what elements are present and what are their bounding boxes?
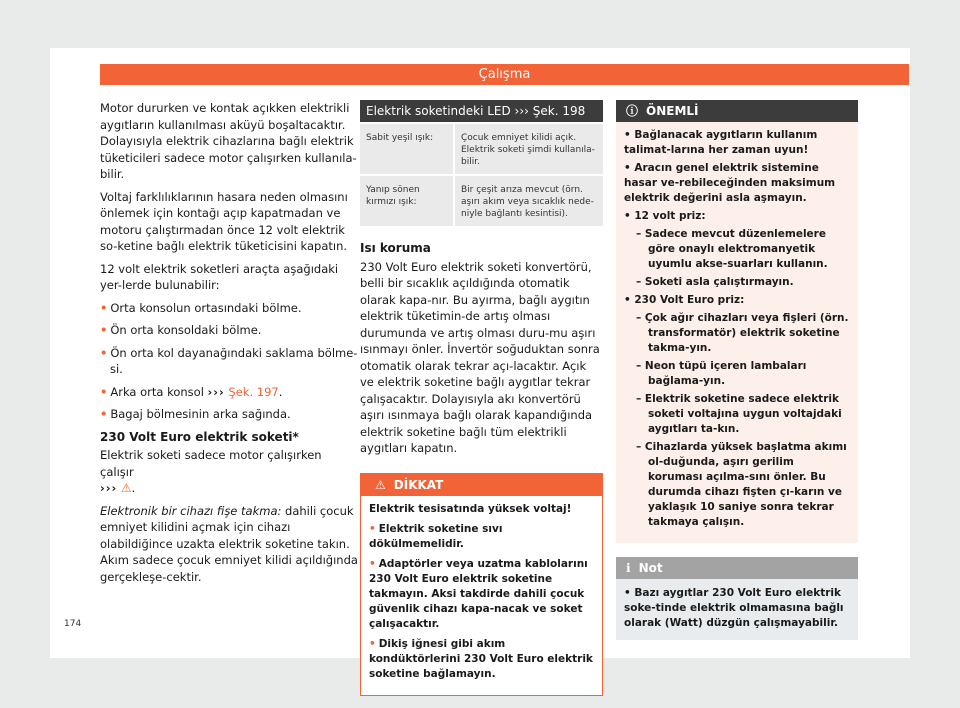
manual-page xyxy=(50,48,910,680)
sub-item: – Sadece mevcut düzenlemelere göre onaylı elektromanyetik uyumlu akse-suarları kullanın. xyxy=(636,228,828,270)
figure-link[interactable]: Şek. 197 xyxy=(228,384,279,399)
paragraph-1: Motor dururken ve kontak açıkken elektrikli aygıtların kullanılması aküyü boşaltacaktır. Dolayısıyla elektrik cihazlarına bağlı elektrik tüketicileri sadece motor çalışırken kullanıla-bilir. xyxy=(100,101,357,181)
section-heading: 230 Volt Euro elektrik soketi* xyxy=(100,429,299,444)
list-item: • 230 Volt Euro priz: xyxy=(624,294,745,306)
list-item: • Orta konsolun ortasındaki bölme. xyxy=(100,300,302,315)
list-item: • Bağlanacak aygıtların kullanım talimat-larına her zaman uyun! xyxy=(624,129,818,156)
heat-protection-section xyxy=(360,240,603,457)
table-row: Yanıp sönen kırmızı ışık: Bir çeşit arıza mevcut (örn. aşırı akım veya sıcaklık nede-niyle bağlantı kesintisi). xyxy=(360,174,603,226)
exclamation-circle-icon: ⓘ xyxy=(626,104,639,118)
sub-item: – Soketi asla çalıştırmayın. xyxy=(636,276,794,288)
list-item: • Ön orta kol dayanağındaki saklama bölme-si. xyxy=(100,345,358,376)
list-item: • Aracın genel elektrik sistemine hasar ve-rebileceğinden maksimum elektrik değerini asla aşmayın. xyxy=(624,162,836,204)
note-text: • Bazı aygıtlar 230 Volt Euro elektrik soke-tinde elektrik olmamasına bağlı olarak (Watt) düzgün çalışmayabilir. xyxy=(624,587,844,629)
list-item: • Adaptörler veya uzatma kablolarını 230 Volt Euro elektrik soketine takmayın. Aksi takdirde dahili çocuk güvenlik cihazı kapa-nacak ve soket çalışacaktır. xyxy=(369,557,588,630)
important-header: ⓘ ÖNEMLİ xyxy=(616,100,858,122)
sub-item: – Çok ağır cihazları veya fişleri (örn. transformatör) elektrik soketine takma-yın. xyxy=(636,312,849,354)
sub-item: – Elektrik soketine sadece elektrik soketi voltajına uygun voltajdaki aygıtları ta-kın. xyxy=(636,393,842,435)
section-title: Çalışma xyxy=(100,64,909,85)
right-column xyxy=(616,100,858,640)
caution-lead: Elektrik tesisatında yüksek voltaj! xyxy=(369,502,572,515)
list-item: • Arka orta konsol ››› Şek. 197. xyxy=(100,384,283,399)
note-box xyxy=(616,557,858,640)
important-box xyxy=(616,100,858,543)
left-column xyxy=(100,100,358,591)
paragraph-4: Elektrik soketi sadece motor çalışırken çalışır ››› ⚠. xyxy=(100,448,322,495)
section-heading: Isı koruma xyxy=(360,241,431,255)
info-icon: ℹ xyxy=(626,561,631,575)
list-item: • 12 volt priz: xyxy=(624,210,706,222)
paragraph-2: Voltaj farklılıklarının hasara neden olmasını önlemek için kontağı açıp kapatmadan ve motoru çalıştırmadan önce 12 volt elektrik so-ketine bağlı elektrik tüketicisini kapatın. xyxy=(100,189,348,253)
list-item: • Elektrik soketine sıvı dökülmemelidir. xyxy=(369,522,503,550)
warning-triangle-icon: ⚠ xyxy=(375,477,386,492)
warning-triangle-icon: ⚠ xyxy=(120,481,132,495)
caution-header: ⚠ DİKKAT xyxy=(361,474,602,496)
sub-item: – Neon tüpü içeren lambaları bağlama-yın. xyxy=(636,360,807,387)
middle-column xyxy=(360,100,603,696)
list-item: • Dikiş iğnesi gibi akım kondüktörlerini 230 Volt Euro elektrik soketine bağlamayın. xyxy=(369,637,593,680)
page-number: 174 xyxy=(64,619,82,629)
paragraph-3: 12 volt elektrik soketleri araçta aşağıdaki yer-lerde bulunabilir: xyxy=(100,261,339,292)
paragraph-5: Elektronik bir cihazı fişe takma: dahili çocuk emniyet kilidini açmak için cihazı olabildiğince uzakta elektrik soketine takın. Akım sadece çocuk emniyet kilidi açıldığında gerçekleşe-cektir. xyxy=(100,503,358,584)
table-title: Elektrik soketindeki LED ››› Şek. 198 xyxy=(360,100,603,122)
list-item: • Ön orta konsoldaki bölme. xyxy=(100,323,262,337)
caution-box xyxy=(360,473,603,696)
sub-item: – Cihazlarda yüksek başlatma akımı ol-duğunda, aşırı gerilim koruması açılma-sını önler. Bu durumda cihazı fişten çı-karın ve yaklaşık 10 saniye sonra tekrar takmaya çalışın. xyxy=(636,441,847,528)
paragraph: 230 Volt Euro elektrik soketi konvertörü, belli bir sıcaklık açıldığında otomatik olarak kapa-nır. Bu ayırma, bağlı aygıtın elektrik tüketimin-de artış olması durumunda ve artış olması duru-mu aşırı ısınmayı önler. İnvertör soğuduktan sonra otomatik olarak tekrar açı-lacaktır. Açık ve elektrik soketine bağlı aygıtlar tekrar çalışacaktır. Dolayısıyla akı konvertörü aşırı ısınmaya bağlı olarak kapandığında elektrik soketine bağlı tüm elektrikli aygıtları kapatın. xyxy=(360,259,600,455)
table-row: Sabit yeşil ışık: Çocuk emniyet kilidi açık. Elektrik soketi şimdi kullanıla-bilir. xyxy=(360,122,603,174)
note-header: ℹ Not xyxy=(616,557,858,579)
list-item: • Bagaj bölmesinin arka sağında. xyxy=(100,407,291,421)
